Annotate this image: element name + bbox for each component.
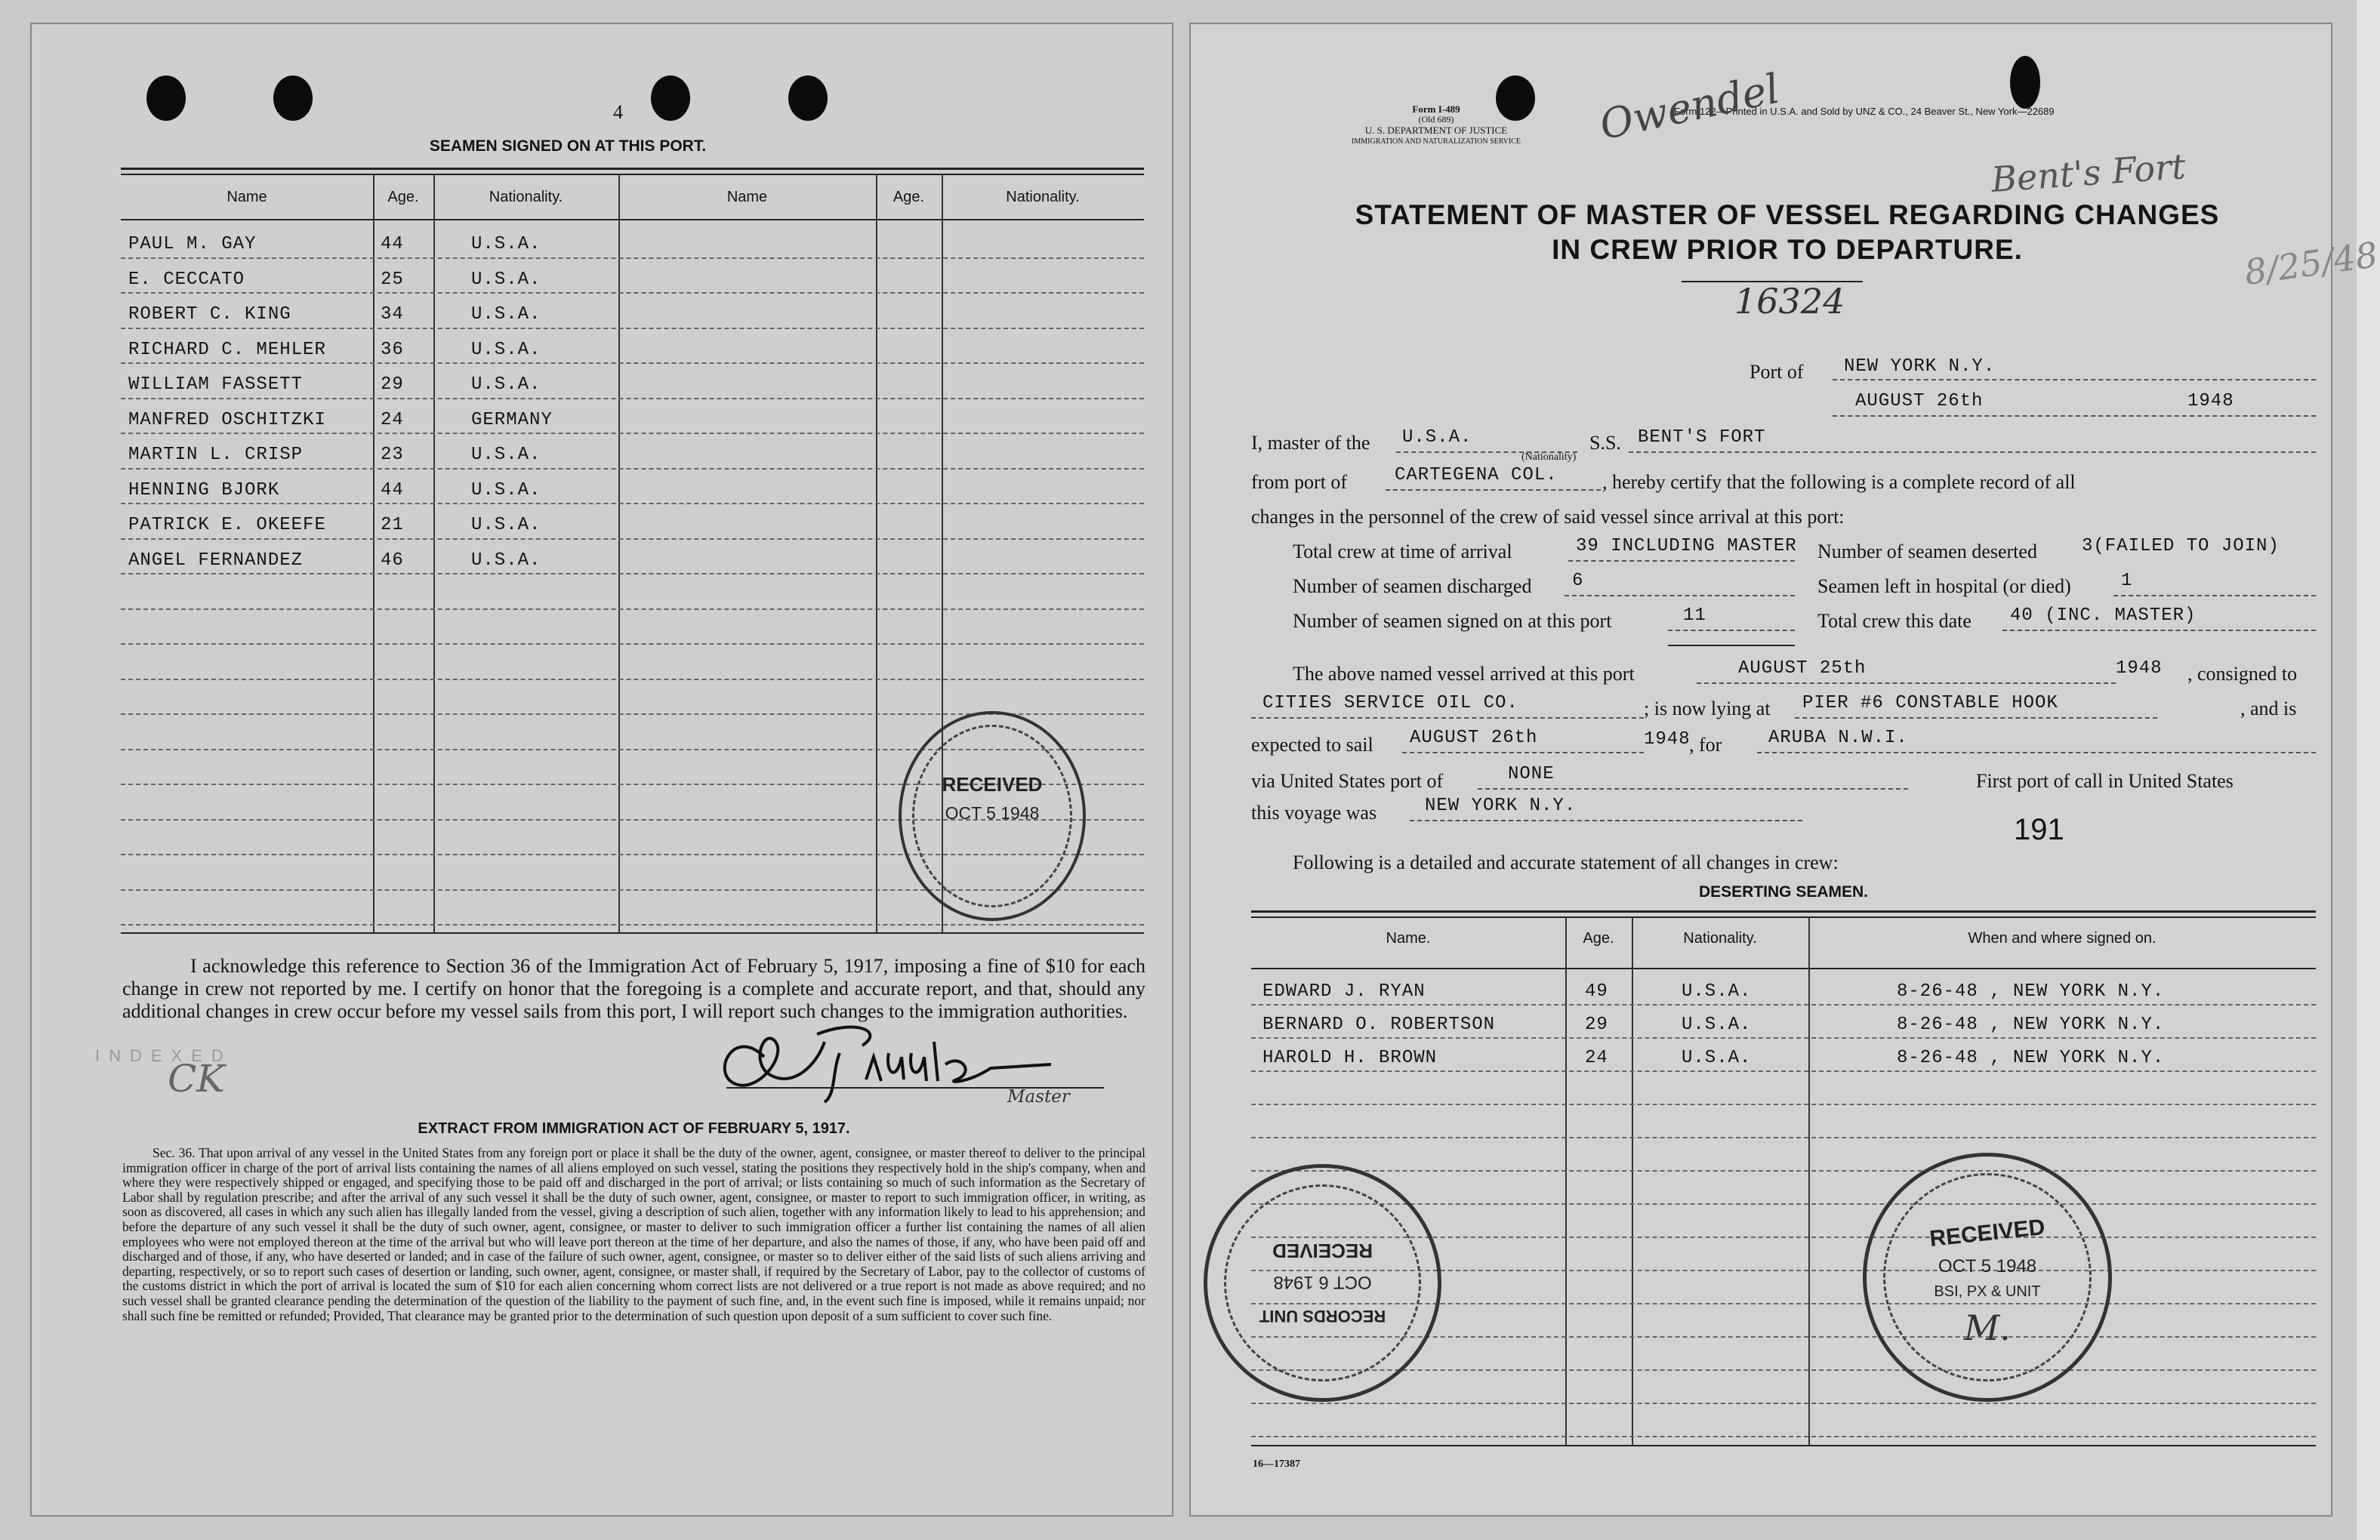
- column-header-name: Name: [227, 189, 267, 205]
- seaman-name: E. CECCATO: [128, 269, 245, 290]
- total-crew-arrival-label: Total crew at time of arrival: [1293, 541, 1512, 562]
- row-rule: [121, 608, 1144, 610]
- following-text: Following is a detailed and accurate statement of all changes in crew:: [1293, 852, 1839, 873]
- consignee-value: CITIES SERVICE OIL CO.: [1262, 693, 1518, 713]
- seaman-age: 36: [381, 339, 404, 360]
- port-value: NEW YORK N.Y.: [1844, 356, 1996, 377]
- via-label: via United States port of: [1251, 770, 1444, 792]
- seaman-nationality: U.S.A.: [471, 550, 541, 571]
- from-port-label: from port of: [1251, 471, 1348, 493]
- seaman-nationality: U.S.A.: [471, 269, 541, 290]
- row-rule: [121, 362, 1144, 364]
- handwritten-initials: CK: [168, 1057, 225, 1101]
- acknowledgement-text: I acknowledge this reference to Section 36 of the Immigration Act of February 5, 1917, imposing a fine of $10 for each change in crew not reported by me. I certify on honor that the foregoing is a complete and accurate report, and that, should any additional changes in crew occur before my vessel sails from this port, I will report such changes to the immigration authorities.: [122, 955, 1145, 1022]
- for-port: ARUBA N.W.I.: [1768, 728, 1908, 748]
- stamp-received-text: RECEIVED: [1272, 1240, 1373, 1262]
- hospital-label: Seamen left in hospital (or died): [1817, 575, 2071, 597]
- row-rule: [121, 468, 1144, 470]
- row-rule: [121, 433, 1144, 434]
- column-header-name: Name: [726, 189, 768, 205]
- left-page: [30, 23, 1173, 1517]
- extract-title: EXTRACT FROM IMMIGRATION ACT OF FEBRUARY 5, 1917.: [418, 1120, 850, 1137]
- seaman-nationality: GERMANY: [471, 409, 553, 430]
- stamp-received-text: RECEIVED: [1928, 1215, 2046, 1252]
- expected-date: AUGUST 26th: [1410, 728, 1538, 748]
- page-number: 4: [613, 101, 623, 123]
- voyage-label: this voyage was: [1251, 802, 1377, 824]
- punch-hole: [2010, 56, 2040, 109]
- extract-text: Sec. 36. That upon arrival of any vessel in the United States from any foreign port or place it shall be the duty of the owner, agent, consignee, or master thereof to deliver to the principal immigration officer in charge of the port of arrival lists containing the names of all aliens employed on such vessel, stating the positions they respectively hold in the ship's company, when and where they were respectively shipped or engaged, and specifying those to be paid off and discharged in the port of arrival; or lists containing so much of such information as the Secretary of Labor shall by regulation prescribe; and after the arrival of any such vessel it shall be the duty of such owner, agent, consignee, or master to report to such immigration officer, in writing, as soon as discovered, all cases in which any such alien has illegally landed from the vessel, giving a description of such alien, together with any information likely to lead to his apprehension; and before the departure of any such vessel it shall be the duty of such owner, agent, consignee, or master to deliver to such immigration officer a further list containing the names of all alien employees who were not employed thereon at the time of the arrival but who will leave port thereon at the time of her departure, and also the names of those, if any, who have been paid off and discharged and of those, if any, who have deserted or landed; and in case of the failure of such owner, agent, consignee, or master so to deliver either of the said lists of such aliens arriving and departing, respectively, or so to report such cases of desertion or landing, such owner, agent, consignee, or master shall, if required by the Secretary of Labor, pay to the collector of customs of the customs district in which the port of arrival is located the sum of $10 for each alien concerning whom correct lists are not delivered or a true report is not made as above required; and no such vessel shall be granted clearance pending the determination of the question of the liability to the payment of such fine, and, in the event such fine is imposed, while it remains unpaid; nor shall such fine be remitted or refunded; Provided, That clearance may be granted prior to the determination of such question upon deposit of a sum sufficient to cover such fine.: [122, 1145, 1145, 1323]
- deserter-age: 24: [1585, 1048, 1608, 1068]
- footer-code: 16—17387: [1253, 1458, 1300, 1470]
- received-stamp: [899, 711, 1086, 921]
- row-rule: [121, 538, 1144, 540]
- seaman-nationality: U.S.A.: [471, 234, 541, 254]
- seaman-name: HENNING BJORK: [128, 479, 280, 500]
- for-label: , for: [1689, 734, 1722, 756]
- column-header-signed-on: When and where signed on.: [1968, 930, 2156, 947]
- column-header-nationality: Nationality.: [1683, 930, 1757, 947]
- row-rule: [1251, 1436, 2316, 1437]
- expected-label: expected to sail: [1251, 734, 1373, 756]
- row-rule: [121, 398, 1144, 399]
- total-today-label: Total crew this date: [1817, 610, 1972, 632]
- arrived-label: The above named vessel arrived at this port: [1293, 663, 1635, 685]
- seaman-age: 24: [381, 409, 404, 430]
- seaman-nationality: U.S.A.: [471, 304, 541, 325]
- total-crew-arrival-value: 39 INCLUDING MASTER: [1576, 536, 1797, 556]
- arrived-year: 1948: [2116, 658, 2163, 679]
- row-rule: [121, 643, 1144, 645]
- deserted-label: Number of seamen deserted: [1817, 541, 2037, 562]
- form-title-line1: STATEMENT OF MASTER OF VESSEL REGARDING CHANGES: [1355, 199, 2220, 230]
- stamp-handwritten-initials: M.: [1964, 1307, 2011, 1348]
- lying-label: ; is now lying at: [1644, 698, 1771, 719]
- deserter-age: 29: [1585, 1015, 1608, 1035]
- row-rule: [121, 503, 1144, 504]
- seaman-name: RICHARD C. MEHLER: [128, 339, 326, 360]
- printer-line: Form 122—Printed in U.S.A. and Sold by UNZ & CO., 24 Beaver St., New York—22689: [1674, 106, 2055, 117]
- signed-on-value: 11: [1683, 605, 1706, 626]
- arrived-date: AUGUST 25th: [1738, 658, 1867, 679]
- form-title-line2: IN CREW PRIOR TO DEPARTURE.: [1552, 234, 2023, 265]
- right-page: [1189, 23, 2380, 1517]
- from-port-value: CARTEGENA COL.: [1395, 465, 1558, 485]
- seaman-age: 25: [381, 269, 404, 290]
- ss-label: S.S.: [1589, 432, 1621, 454]
- deserter-signed-on: 8-26-48 , NEW YORK N.Y.: [1897, 981, 2165, 1002]
- deserter-name: EDWARD J. RYAN: [1262, 981, 1426, 1002]
- first-call-label: First port of call in United States: [1976, 770, 2234, 792]
- handwritten-vessel-name: Bent's Fort: [1990, 146, 2187, 200]
- deserter-age: 49: [1585, 981, 1608, 1002]
- seaman-name: PATRICK E. OKEEFE: [128, 515, 326, 535]
- column-header-age: Age.: [1583, 930, 1614, 947]
- stamp-received-text: RECEIVED: [942, 773, 1043, 796]
- seaman-age: 21: [381, 515, 404, 535]
- discharged-label: Number of seamen discharged: [1293, 575, 1532, 597]
- column-header-age: Age.: [892, 189, 925, 205]
- seaman-name: ROBERT C. KING: [128, 304, 291, 325]
- row-rule: [121, 257, 1144, 259]
- certify-text: , hereby certify that the following is a complete record of all: [1602, 471, 2076, 493]
- master-signature: [704, 1012, 1059, 1110]
- row-rule: [1251, 1004, 2316, 1006]
- seaman-nationality: U.S.A.: [471, 374, 541, 395]
- seaman-age: 34: [381, 304, 404, 325]
- master-of-the-label: I, master of the: [1251, 432, 1370, 454]
- column-header-name: Name.: [1386, 930, 1431, 947]
- changes-text: changes in the personnel of the crew of said vessel since arrival at this port:: [1251, 506, 1845, 528]
- signed-on-label: Number of seamen signed on at this port: [1293, 610, 1612, 632]
- and-is-label: , and is: [2240, 698, 2297, 719]
- vessel-name: BENT'S FORT: [1638, 427, 1766, 448]
- deserting-title: DESERTING SEAMEN.: [1698, 883, 1869, 901]
- stamp-date-text: OCT 5 1948: [945, 803, 1040, 823]
- seaman-name: WILLIAM FASSETT: [128, 374, 304, 395]
- punch-hole: [788, 75, 828, 121]
- stamp-unit-text: BSI, PX & UNIT: [1934, 1283, 2041, 1300]
- handwritten-date: 8/25/48: [2242, 233, 2380, 294]
- deserter-nationality: U.S.A.: [1682, 981, 1752, 1002]
- seaman-name: MARTIN L. CRISP: [128, 445, 304, 465]
- department: U. S. DEPARTMENT OF JUSTICE: [1364, 125, 1508, 136]
- handwritten-number: 16324: [1734, 281, 1845, 322]
- nationality-value: U.S.A.: [1402, 427, 1472, 448]
- stamp-date-text: OCT 6 1948: [1273, 1272, 1372, 1292]
- column-header-nationality: Nationality.: [1006, 189, 1080, 205]
- column-header-nationality: Nationality.: [489, 189, 563, 205]
- row-rule: [121, 292, 1144, 294]
- punch-hole: [273, 75, 313, 121]
- seaman-name: PAUL M. GAY: [128, 234, 257, 254]
- seaman-name: ANGEL FERNANDEZ: [128, 550, 304, 571]
- consigned-label: , consigned to: [2187, 663, 2298, 685]
- seaman-nationality: U.S.A.: [471, 445, 541, 465]
- form-number: Form I-489: [1412, 103, 1460, 115]
- row-rule: [121, 573, 1144, 574]
- seaman-nationality: U.S.A.: [471, 479, 541, 500]
- stamp-date-text: OCT 5 1948: [1938, 1256, 2037, 1277]
- row-rule: [1251, 1104, 2316, 1105]
- column-header-age: Age.: [387, 189, 419, 205]
- seaman-age: 46: [381, 550, 404, 571]
- deserted-value: 3(FAILED TO JOIN): [2082, 536, 2280, 556]
- bsi-received-stamp: [1863, 1153, 2112, 1402]
- deserter-signed-on: 8-26-48 , NEW YORK N.Y.: [1897, 1015, 2165, 1035]
- deserter-name: HAROLD H. BROWN: [1262, 1048, 1438, 1068]
- row-rule: [121, 328, 1144, 329]
- seaman-age: 29: [381, 374, 404, 395]
- punch-hole: [651, 75, 690, 121]
- hospital-value: 1: [2121, 571, 2133, 591]
- deserter-signed-on: 8-26-48 , NEW YORK N.Y.: [1897, 1048, 2165, 1068]
- form-old: (Old 689): [1418, 114, 1454, 125]
- stamp-records-unit-text: RECORDS UNIT: [1259, 1307, 1386, 1326]
- lying-at-value: PIER #6 CONSTABLE HOOK: [1802, 693, 2058, 713]
- voyage-port: NEW YORK N.Y.: [1425, 796, 1577, 816]
- deserter-nationality: U.S.A.: [1682, 1048, 1752, 1068]
- seaman-nationality: U.S.A.: [471, 339, 541, 360]
- row-rule: [1251, 1403, 2316, 1404]
- deserter-name: BERNARD O. ROBERTSON: [1262, 1015, 1496, 1035]
- handwritten-191: 191: [2014, 813, 2064, 846]
- handwritten-signature-top: Owendel: [1595, 64, 1783, 149]
- section-title: SEAMEN SIGNED ON AT THIS PORT.: [429, 137, 707, 155]
- records-unit-stamp: [1204, 1164, 1441, 1402]
- seaman-age: 44: [381, 234, 404, 254]
- seaman-age: 23: [381, 445, 404, 465]
- row-rule: [121, 679, 1144, 680]
- row-rule: [1251, 1070, 2316, 1072]
- expected-year: 1948: [1644, 729, 1691, 750]
- total-today-value: 40 (INC. MASTER): [2010, 605, 2197, 626]
- row-rule: [121, 924, 1144, 926]
- port-label: Port of: [1750, 361, 1804, 383]
- deserter-nationality: U.S.A.: [1682, 1015, 1752, 1035]
- row-rule: [1251, 1037, 2316, 1039]
- via-port: NONE: [1508, 764, 1555, 784]
- nationality-caption: (Nationality): [1521, 451, 1577, 463]
- seaman-name: MANFRED OSCHITZKI: [128, 409, 326, 430]
- discharged-value: 6: [1572, 571, 1584, 591]
- date-year: 1948: [2187, 391, 2234, 411]
- date-value: AUGUST 26th: [1855, 391, 1984, 411]
- row-rule: [1251, 1137, 2316, 1138]
- faint-stamp-text: INDEXED: [95, 1046, 233, 1065]
- service: IMMIGRATION AND NATURALIZATION SERVICE: [1352, 137, 1521, 146]
- seaman-age: 44: [381, 479, 404, 500]
- punch-hole: [146, 75, 186, 121]
- seaman-nationality: U.S.A.: [471, 515, 541, 535]
- master-label: Master: [1007, 1087, 1070, 1107]
